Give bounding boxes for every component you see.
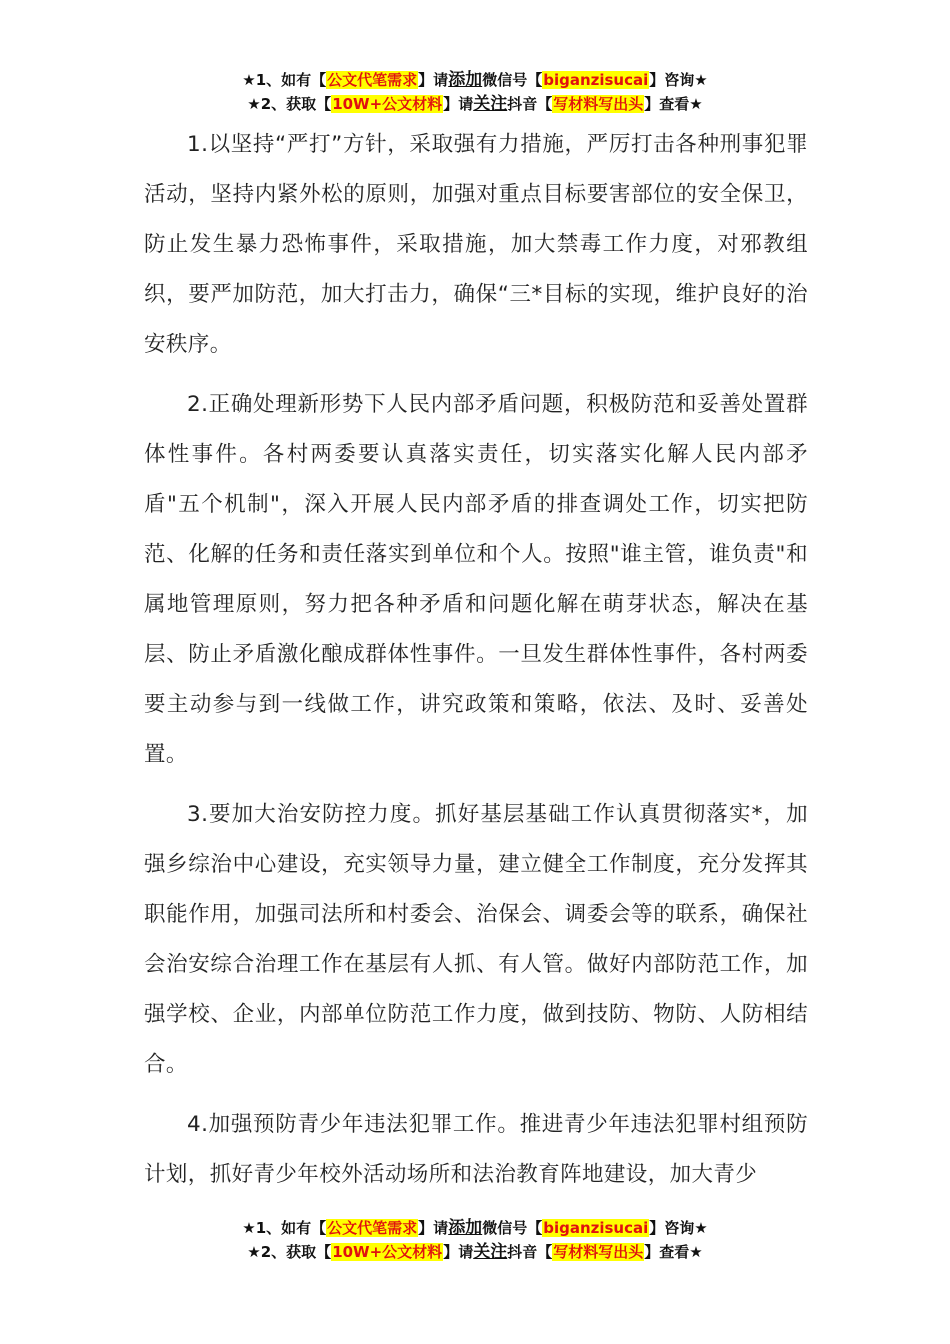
banner-text: 抖音【 [507, 95, 553, 113]
banner-text: 】请 [443, 95, 474, 113]
paragraph-4: 4.加强预防青少年违法犯罪工作。推进青少年违法犯罪村组预防计划，抓好青少年校外活动场所和法治教育阵地建设，加大青少 [144, 1112, 808, 1187]
banner-line-1 [0, 1216, 950, 1240]
banner-underlined-text: 关注 [473, 94, 508, 114]
banner-highlight: 公文代笔需求 [327, 71, 418, 89]
banner-text: ★2、获取【 [247, 95, 332, 113]
banner-text: 】咨询★ [649, 1219, 708, 1237]
banner-underlined-text: 添加 [448, 1218, 483, 1238]
banner-text: 微信号【 [482, 1219, 543, 1237]
banner-highlight: 写材料写出头 [553, 1243, 644, 1261]
footer-banner [0, 1216, 950, 1264]
banner-line-1 [0, 68, 950, 92]
banner-text: 】请 [443, 1243, 474, 1261]
banner-line-2 [0, 92, 950, 116]
banner-text: 】查看★ [644, 1243, 703, 1261]
banner-highlight: biganzisucai [543, 1219, 649, 1237]
banner-text: ★1、如有【 [242, 1219, 327, 1237]
paragraph-3: 3.要加大治安防控力度。抓好基层基础工作认真贯彻落实*，加强乡综治中心建设，充实领导力量，建立健全工作制度，充分发挥其职能作用，加强司法所和村委会、治保会、调委会等的联系，确保社会治安综合治理工作在基层有人抓、有人管。做好内部防范工作，加强学校、企业，内部单位防范工作力度，做到技防、物防、人防相结合。 [144, 802, 808, 1077]
banner-text: ★2、获取【 [247, 1243, 332, 1261]
banner-text: 】查看★ [644, 95, 703, 113]
paragraph-2: 2.正确处理新形势下人民内部矛盾问题，积极防范和妥善处置群体性事件。各村两委要认真落实责任，切实落实化解人民内部矛盾"五个机制"，深入开展人民内部矛盾的排查调处工作，切实把防范、化解的任务和责任落实到单位和个人。按照"谁主管，谁负责"和属地管理原则，努力把各种矛盾和问题化解在萌芽状态，解决在基层、防止矛盾激化酿成群体性事件。一旦发生群体性事件，各村两委要主动参与到一线做工作，讲究政策和策略，依法、及时、妥善处置。 [144, 392, 808, 767]
document-body [144, 120, 808, 1210]
banner-text: 】请 [418, 71, 449, 89]
banner-highlight: 公文代笔需求 [327, 1219, 418, 1237]
header-banner [0, 68, 950, 116]
banner-line-2 [0, 1240, 950, 1264]
banner-text: ★1、如有【 [242, 71, 327, 89]
banner-text: 】咨询★ [649, 71, 708, 89]
banner-highlight: 10W+公文材料 [332, 95, 443, 113]
banner-highlight: 写材料写出头 [553, 95, 644, 113]
banner-text: 微信号【 [482, 71, 543, 89]
paragraph-1: 1.以坚持“严打”方针，采取强有力措施，严厉打击各种刑事犯罪活动，坚持内紧外松的原则，加强对重点目标要害部位的安全保卫，防止发生暴力恐怖事件，采取措施，加大禁毒工作力度，对邪教组织，要严加防范，加大打击力，确保“三*目标的实现，维护良好的治安秩序。 [144, 132, 808, 357]
banner-highlight: 10W+公文材料 [332, 1243, 443, 1261]
banner-underlined-text: 添加 [448, 70, 483, 90]
banner-underlined-text: 关注 [473, 1242, 508, 1262]
banner-highlight: biganzisucai [543, 71, 649, 89]
banner-text: 】请 [418, 1219, 449, 1237]
banner-text: 抖音【 [507, 1243, 553, 1261]
